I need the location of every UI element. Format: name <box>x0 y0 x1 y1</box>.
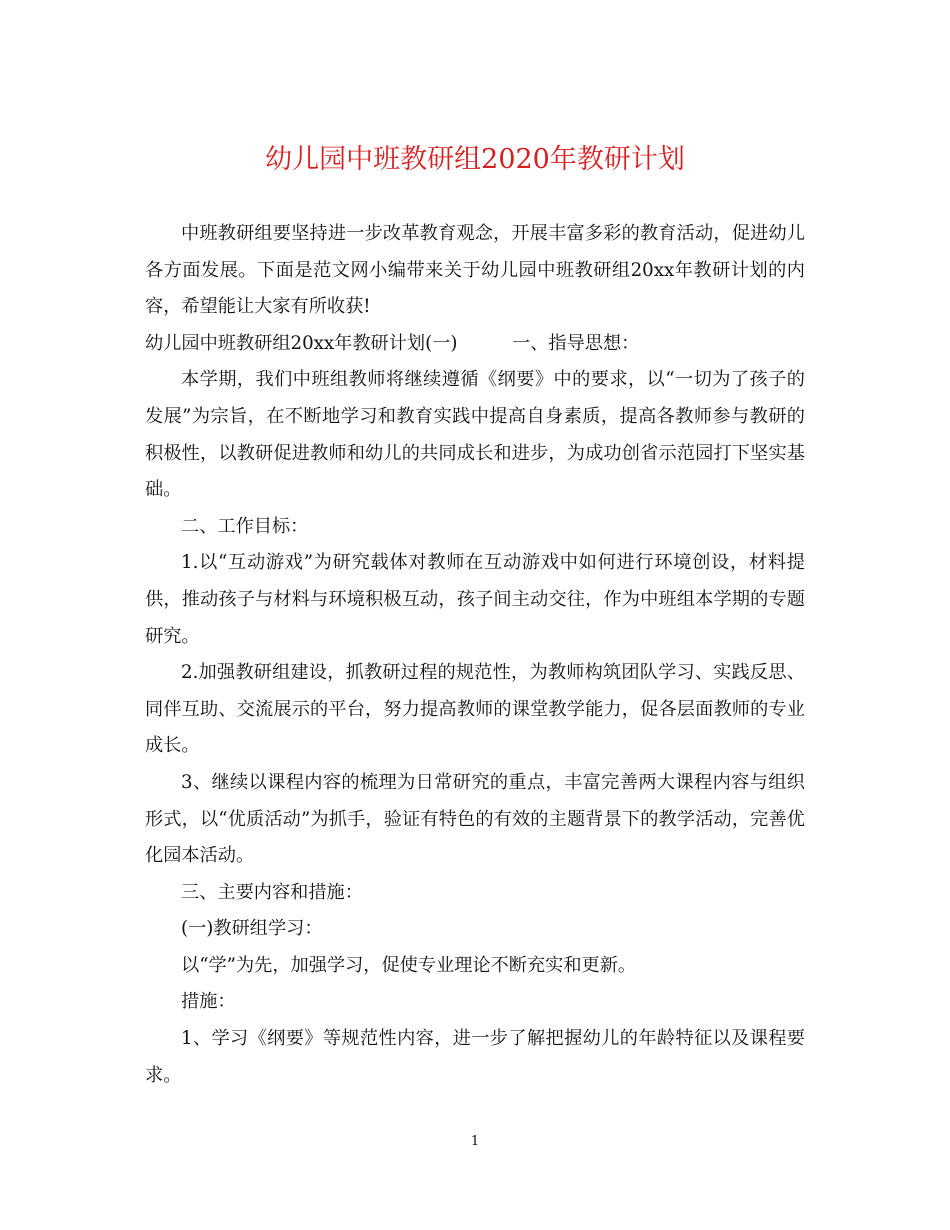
paragraph-goal-1: 1.以“互动游戏”为研究载体对教师在互动游戏中如何进行环境创设，材料提供，推动孩子与材料与环境积极互动，孩子间主动交往，作为中班组本学期的专题研究。 <box>145 552 805 647</box>
paragraph-goal-3: 3、继续以课程内容的梳理为日常研究的重点，丰富完善两大课程内容与组织形式，以“优质活动”为抓手，验证有特色的有效的主题背景下的教学活动，完善优化园本活动。 <box>145 771 805 867</box>
document-title: 幼儿园中班教研组2020年教研计划 <box>265 144 685 175</box>
paragraph-goal-2: 2.加强教研组建设，抓教研过程的规范性，为教师构筑团队学习、实践反思、同伴互助、交流展示的平台，努力提高教师的课堂教学能力，促各层面教师的专业成长。 <box>145 662 805 757</box>
heading-group-study: (一)教研组学习： <box>181 918 323 940</box>
paragraph-measure-1: 1、学习《纲要》等规范性内容，进一步了解把握幼儿的年龄特征以及课程要求。 <box>145 1028 805 1086</box>
heading-work-goals: 二、工作目标： <box>181 515 309 537</box>
heading-main-content: 三、主要内容和措施： <box>181 881 363 903</box>
paragraph-guiding-thought: 本学期，我们中班组教师将继续遵循《纲要》中的要求，以“一切为了孩子的发展”为宗旨，在不断地学习和教育实践中提高自身素质，提高各教师参与教研的积极性，以教研促进教师和幼儿的共同成长和进步，为成功创省示范园打下坚实基础。 <box>145 369 805 501</box>
paragraph-study-first: 以“学”为先，加强学习，促使专业理论不断充实和更新。 <box>181 954 637 976</box>
paragraph-intro: 中班教研组要坚持进一步改革教育观念，开展丰富多彩的教育活动，促进幼儿各方面发展。下面是范文网小编带来关于幼儿园中班教研组20xx年教研计划的内容，希望能让大家有所收获! <box>145 223 805 318</box>
heading-measures: 措施： <box>181 991 236 1013</box>
document-body <box>145 216 805 1094</box>
page-number: 1 <box>470 1134 480 1149</box>
paragraph-plan-heading: 幼儿园中班教研组20xx年教研计划(一) 一、指导思想： <box>145 332 640 354</box>
